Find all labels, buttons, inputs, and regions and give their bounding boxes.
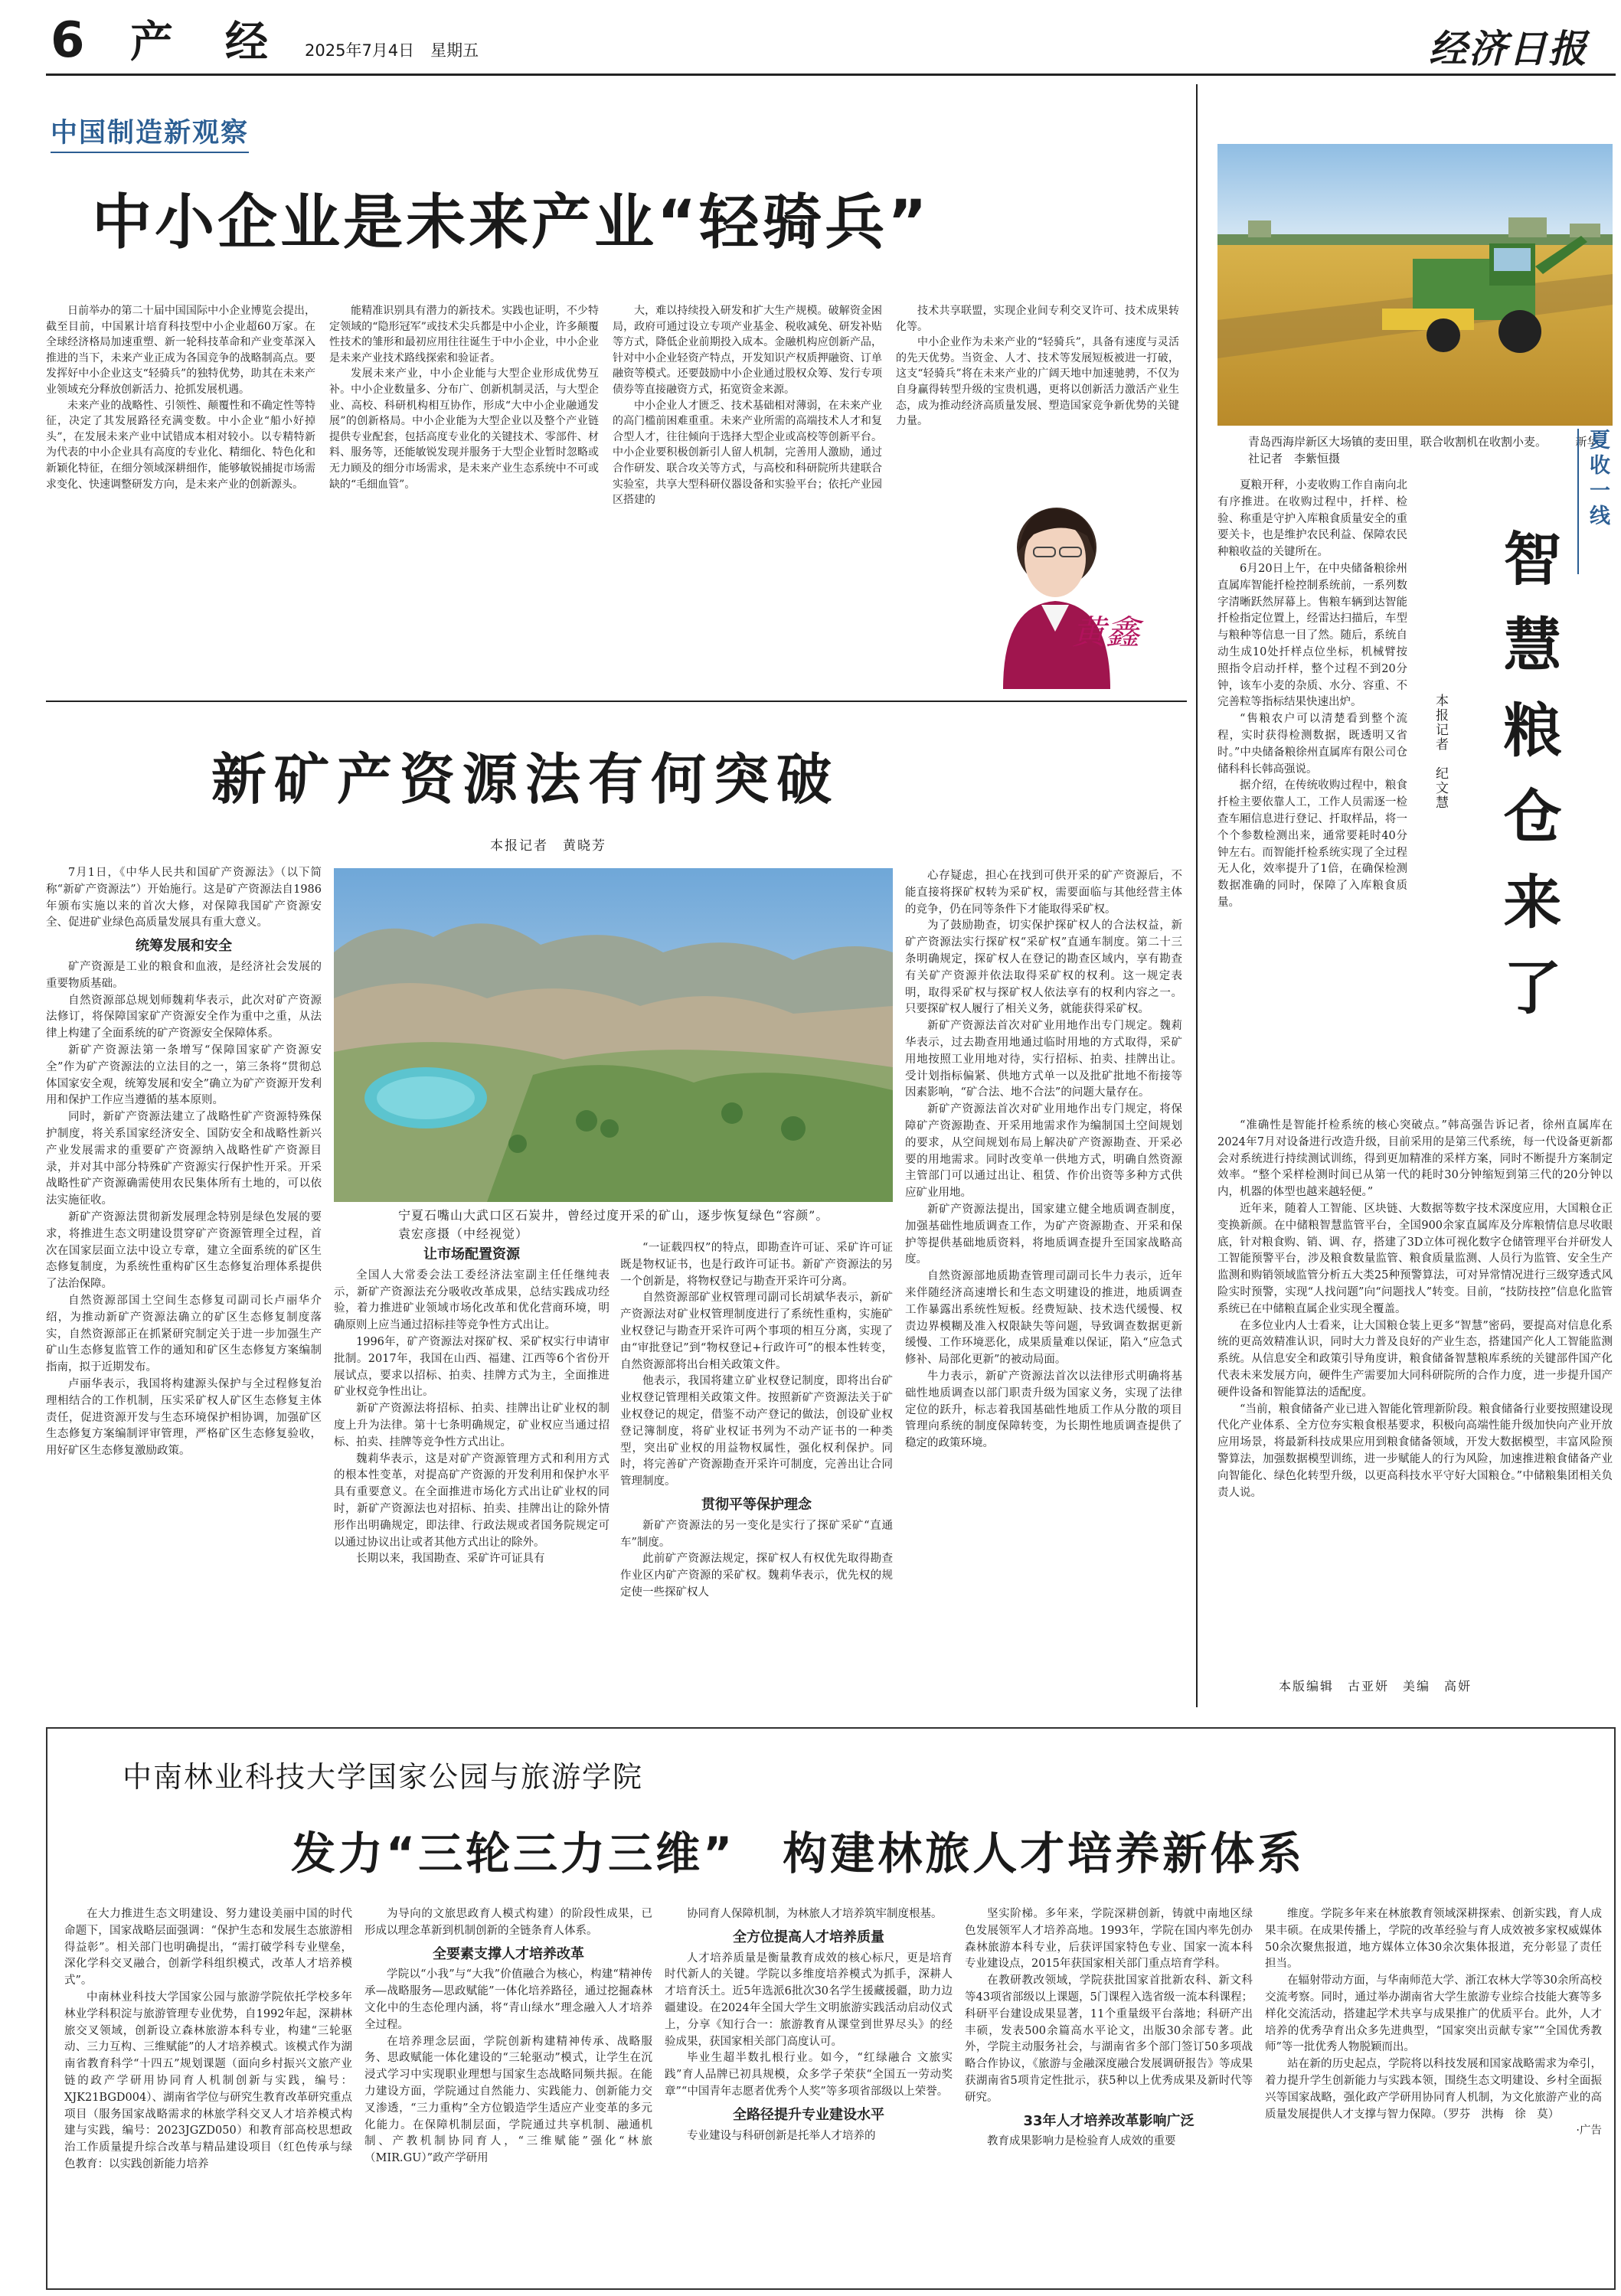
article-column-1: 日前举办的第二十届中国国际中小企业博览会提出，截至目前，中国累计培育科技型中小企业超60万家。在全球经济格局加速重塑、新一轮科技革命和产业变革深入推进的当下，未来产业正成为各国竞争的战略制高点。要发挥好中小企业这支“轻骑兵”的独特优势，助其在未来产业领域充分释放创新活力、抢抓发展机遇。 未来产业的战略性、引领性、颠覆性和不确定性等特征，决定了其发展路径充满变数。中小企业“船小好掉头”，在发展未来产业中试错成本相对较小。以专精特新为代表的中小企业具有高度的专业化、精细化、特色化和新颖化特征，在细分领域深耕细作，能够敏锐捕捉市场需求变化、快速调整研发方向，是未来产业的创新源头。 xyxy=(46,305,315,491)
forestry-column-1: 在大力推进生态文明建设、努力建设美丽中国的时代命题下，国家战略层面强调：“保护生态和发展生态旅游相得益彰”。相关部门也明确提出，“需打破学科专业壁垒，深化学科交叉融合，创新学科组织模式，改革人才培养模式”。 中南林业科技大学国家公园与旅游学院依托学校多年林业学科积淀与旅游管理专业优势，自1992年起，深耕林旅交叉领域，创新设立森林旅游本科专业，构建“三轮驱动、三力互构、三维赋能”的人才培养模式。该模式作为湖南省教育科学“十四五”规划课题（面向乡村振兴文旅产业链的政产学研用协同育人机制创新与实践，编号：XJK21BGD004）、湖南省学位与研究生教育改革研究重点项目（服务国家战略需求的林旅学科交叉人才培养模式构建与实践，编号：2023JGZD050）和教育部高校思想政治工作质量提升综合改革与精品建设项目（红色传承与绿色教育：以实践创新能力培养 xyxy=(64,1908,352,2170)
harvest-byline: 本报记者 纪文慧 xyxy=(1433,694,1448,810)
harvest-headline: 智慧粮仓来了 xyxy=(1494,528,1562,1043)
newspaper-logo: 经济日报 xyxy=(1429,26,1588,71)
column-tag: 中国制造新观察 xyxy=(51,112,249,153)
article-headline: 中小企业是未来产业“轻骑兵” xyxy=(92,188,930,257)
mineral-headline: 新矿产资源法有何突破 xyxy=(211,746,840,812)
mineral-column-4: 心存疑虑，担心在找到可供开采的矿产资源后，不能直接将探矿权转为采矿权，需要面临与其他经营主体的竞争，仍在同等条件下才能取得采矿权。 为了鼓励勘查，切实保护探矿权人的合法权益，新矿产资源法实行探矿权“采矿权”直通车制度。第二十三条明确规定，探矿权人在登记的勘查区域内，享有勘查有关矿产资源并依法取得采矿权的权利。这一规定表明，取得采矿权与探矿权人依法享有的权利内容之一。只要探矿权人履行了相关义务，就能获得采矿权。 新矿产资源法首次对矿业用地作出专门规定。魏莉华表示，过去勘查用地通过临时用地的方式取得，采矿用地按照工业用地对待，实行招标、拍卖、挂牌出让。受计划指标偏紧、供地方式单一以及批矿批地不衔接等因素影响，“矿合法、地不合法”的问题大量存在。 新矿产资源法首次对矿业用地作出专门规定，将保障矿产资源勘查、开采用地需求作为编制国土空间规划的要求，从空间规划布局上解决矿产资源勘查、开采必要的用地需求。同时改变单一供地方式，明确自然资源主管部门可以通过出让、租赁、作价出资等多种方式供应矿业用地。 新矿产资源法提出，国家建立健全地质调查制度，加强基础性地质调查工作，为矿产资源勘查、开采和保护等提供基础地质资料，将地质调查提升至国家战略高度。 自然资源部地质勘查管理司副司长牛力表示，近年来伴随经济高速增长和生态文明建设的推进，地质调查工作暴露出系统性短板。经费短缺、技术迭代缓慢、权责边界模糊及准入权限缺失等问题，导致调查数据更新缓慢、工作环境恶化，成果质量难以保证，陷入“应急式修补、局部化更新”的被动局面。 牛力表示，新矿产资源法首次以法律形式明确将基础性地质调查以部门职责升级为国家义务，实现了法律定位的跃升，标志着我国基础性地质工作从分散的项目管理向系统的制度保障转变，为长期性地质调查提供了稳定的政策环境。 xyxy=(905,870,1182,1450)
author-signature: 黄鑫 xyxy=(1072,613,1139,652)
harvest-text-wide: “准确性是智能扦检系统的核心突破点。”韩高强告诉记者，徐州直属库在2024年7月对设备进行改造升级，目前采用的是第三代系统，每一代设备更新都会对系统进行持续测试训练，得到更加精准的采样方案，同时不断提升方案制定效率。“整个采样检测时间已从第一代的耗时30分钟缩短到第三代的20分钟以内，机器的体型也越来越轻便。” 近年来，随着人工智能、区块链、大数据等数字技术深度应用，大国粮仓正变换新颜。在中储粮智慧监管平台，全国900余家直属库及分库粮情信息尽收眼底，针对粮食购、销、调、存，搭建了3D立体可视化数字仓储管理平台并研发人工智能预警平台，涉及粮食数量监管、粮食质量监测、人员行为监管、安全生产监测和购销领域监管分析五大类25种预警算法，可对异常情况进行三级穿透式风险实时预警，实现“人找问题”向“问题找人”转变。目前，“技防技控”信息化监管系统已在中储粮直属企业实现全覆盖。 在多位业内人士看来，让大国粮仓装上更多“智慧”密码，要提高对信息化系统的更高效精准认识，同时大力普及良好的产业生态，搭建国产化人工智能监测系统。从信息安全和政策引导角度讲，粮食储备智慧粮库系统的关键部件国产化代表未来发展方向，硬件生产需要加大同科研院所的合作力度，进一步提升国产硬件设备和智能算法的适配度。 “当前，粮食储备产业已进入智能化管理新阶段。粮食储备行业要按照建设现代化产业体系、全方位夯实粮食根基要求，积极向高端性能升级加快向产业开放应用场景，将最新科技成果应用到粮食储备领域，开发大数据模型，丰富风险预警算法，加强数据模型训练，进一步赋能人的行为风险，加速推进粮食储备产业向智能化、绿色化转型升级，以更高科技水平守好大国粮仓。”中储粮集团相关负责人说。 xyxy=(1217,1119,1613,1499)
section-name: 产 经 xyxy=(130,17,273,67)
article-column-4: 技术共享联盟，实现企业间专利交叉许可、技术成果转化等。 中小企业作为未来产业的“轻骑兵”，具备有速度与灵活的先天优势。当资金、人才、技术等发展短板被进一打破，这支“轻骑兵”将在未来产业的广阔天地中加速驰骋，不仅为自身赢得转型升级的宝贵机遇，更将以创新活力激活产业生态，成为推动经济高质量发展、塑造国家竞争新优势的关键力量。 xyxy=(896,305,1179,428)
issue-date: 2025年7月4日 星期五 xyxy=(305,41,479,60)
mineral-top-rule xyxy=(46,701,1187,702)
mineral-column-1: 7月1日，《中华人民共和国矿产资源法》（以下简称“新矿产资源法”）开始施行。这是矿产资源法自1986年颁布实施以来的首次大修，对保障我国矿产资源安全、促进矿业绿色高质量发展具有重大意义。 统筹发展和安全 矿产资源是工业的粮食和血液，是经济社会发展的重要物质基础。 自然资源部总规划师魏莉华表示，此次对矿产资源法修订，将保障国家矿产资源安全作为重中之重，从法律上构建了全面系统的矿产资源安全保障体系。 新矿产资源法第一条增写“保障国家矿产资源安全”作为矿产资源法的立法目的之一，第三条将“贯彻总体国家安全观，统筹发展和安全”确立为矿产资源开发利用和保护工作应当遵循的基本原则。 同时，新矿产资源法建立了战略性矿产资源特殊保护制度，将关系国家经济安全、国防安全和战略性新兴产业发展需求的重要矿产资源纳入战略性矿产资源目录，并对其中部分特殊矿产资源实行保护性开采。开采战略性矿产资源确需使用农民集体所有土地的，可以依法实施征收。 新矿产资源法贯彻新发展理念特别是绿色发展的要求，将推进生态文明建设贯穿矿产资源管理全过程，首次在国家层面立法中设立专章，建立全面系统的矿区生态修复制度，为系统性重构矿区生态修复治理体系提供了法治保障。 自然资源部国土空间生态修复司副司长卢丽华介绍，为推动新矿产资源法确立的矿区生态修复制度落实，自然资源部正在抓紧研究制定关于进一步加强生产矿山生态修复监管工作的通知和矿区生态修复方案编制指南，拟于近期发布。 卢丽华表示，我国将构建源头保护与全过程修复治理相结合的工作机制，压实采矿权人矿区生态修复主体责任，促进资源开发与生态环境保护相协调，加强矿区生态修复方案编制评审管理，严格矿区生态修复验收，用好矿区生态修复激励政策。 xyxy=(46,867,322,1458)
page-number: 6 xyxy=(51,12,85,69)
author-portrait xyxy=(972,475,1179,689)
page-editors: 本版编辑 古亚妍 美编 高妍 xyxy=(1279,1679,1472,1693)
forestry-kicker: 中南林业科技大学国家公园与旅游学院 xyxy=(123,1760,644,1794)
mineral-column-3: “一证载四权”的特点，即勘查许可证、采矿许可证既是物权证书，也是行政许可证书。新矿产资源法的另一个创新是，将物权登记与勘查开采许可分离。 自然资源部矿业权管理司副司长胡斌华表示，新矿产资源法对矿业权管理制度进行了系统性重构，实施矿业权登记与勘查开采许可两个事项的相互分离，实现了由“审批登记”到“物权登记+行政许可”的根本性转变，自然资源部将出台相关政策文件。 他表示，我国将建立矿业权登记制度，即将出台矿业权登记管理相关政策文件。按照新矿产资源法关于矿业权登记的规定，借鉴不动产登记的做法，创设矿业权登记簿制度，将矿业权证书列为不动产证书的一种类型，突出矿业权的用益物权属性，强化权利保护。同时，将完善矿产资源勘查开采许可制度，完善出让合同管理制度。 贯彻平等保护理念 新矿产资源法的另一变化是实行了探矿采矿“直通车”制度。 此前矿产资源法规定，探矿权人有权优先取得勘查作业区内矿产资源的采矿权。魏莉华表示，优先权的规定使一些探矿权人 xyxy=(620,1242,893,1599)
article-column-2: 能精准识别具有潜力的新技术。实践也证明，不少特定领域的“隐形冠军”或技术尖兵都是中小企业，许多颠覆性技术的雏形和最初应用往往诞生于中小企业，中小企业是未来产业技术路线探索和验证者。 发展未来产业，中小企业能与大型企业形成优势互补。中小企业数量多、分布广、创新机制灵活，与大型企业、高校、科研机构相互协作，形成“大中小企业融通发展”的创新格局。中小企业能为大型企业以及整个产业链提供专业配套，包括高度专业化的关键技术、零部件、材料、服务等，还能敏锐发现并服务于大型企业暂时忽略或无力顾及的细分市场需求，是未来产业生态系统中不可或缺的“毛细血管”。 xyxy=(329,305,599,491)
mineral-column-2: 让市场配置资源 全国人大常委会法工委经济法室副主任任继纯表示，新矿产资源法充分吸收改革成果，总结实践成功经验，着力推进矿业领域市场化改革和优化营商环境，明确原则上应当通过招标挂等竞争性方式出让。 1996年，矿产资源法对探矿权、采矿权实行申请审批制。2017年，我国在山西、福建、江西等6个省份开展试点，要求以招标、拍卖、挂牌方式为主，全面推进矿业权竞争性出让。 新矿产资源法将招标、拍卖、挂牌出让矿业权的制度上升为法律。第十七条明确规定，矿业权应当通过招标、拍卖、挂牌等竞争性方式出让。 魏莉华表示，这是对矿产资源管理方式和利用方式的根本性变革，对提高矿产资源的开发利用和保护水平具有重要意义。在全面推进市场化方式出让矿业权的同时，新矿产资源法也对招标、拍卖、挂牌出让的除外情形作出明确规定，即法律、行政法规或者国务院规定可以通过协议出让或者其他方式出让的除外。 长期以来，我国勘查、采矿许可证具有 xyxy=(334,1246,610,1566)
mine-photo xyxy=(334,868,893,1202)
article-column-3: 大，难以持续投入研发和扩大生产规模。破解资金困局，政府可通过设立专项产业基金、税收减免、研发补贴等方式，降低企业前期投入成本。金融机构应创新产品，针对中小企业轻资产特点，开发知识产权质押融资、订单融资等模式。还要鼓励中小企业通过股权众筹、发行专项债券等直接融资方式，拓宽资金来源。 中小企业人才匮乏、技术基础相对薄弱，在未来产业的高门槛前困难重重。未来产业所需的高端技术人才和复合型人才，往往倾向于选择大型企业或高校等创新平台。中小企业要积极创新引人留人机制，完善用人激励，通过合作研发、联合攻关等方式，与高校和科研院所共建联合实验室，共享大型科研仪器设备和实验平台；依托产业园区搭建的 xyxy=(613,305,882,507)
harvest-photo xyxy=(1217,144,1613,426)
mine-photo-caption: 宁夏石嘴山大武口区石炭井，曾经过度开采的矿山，逐步恢复绿色“容颜”。 袁宏彦摄（中经视觉） xyxy=(398,1208,849,1241)
header-rule xyxy=(46,73,1616,76)
harvest-text-narrow: 夏粮开秤，小麦收购工作自南向北有序推进。在收购过程中，扦样、检验、称重是守护入库粮食质量安全的重要关卡，也是维护农民利益、保障农民种粮收益的关键所在。 6月20日上午，在中央储备粮徐州直属库智能扦检控制系统前，一系列数字清晰跃然屏幕上。售粮车辆到达智能扦检指定位置上，经雷达扫描后，车型与粮种等信息一目了然。随后，系统自动生成10处扦样点位坐标，机械臂按照指令启动扦样，整个过程不到20分钟，该车小麦的杂质、水分、容重、不完善粒等指标结果快速出炉。 “售粮农户可以清楚看到整个流程，实时获得检测数据，既透明又省时。”中央储备粮徐州直属库有限公司仓储科科长韩高强说。 据介绍，在传统收购过程中，粮食扦检主要依靠人工，工作人员需逐一检查车厢信息进行登记、扦取样品，将一个个参数检测出来，通常要耗时40分钟左右。而智能扦检系统实现了全过程无人化，效率提升了1倍，在确保检测数据准确的同时，保障了入库粮食质量。 xyxy=(1217,479,1407,909)
harvest-photo-caption: 青岛西海岸新区大场镇的麦田里，联合收割机在收割小麦。 新华社记者 李紫恒摄 xyxy=(1248,435,1599,465)
mineral-byline: 本报记者 黄晓芳 xyxy=(490,838,606,854)
column-label: 夏收一线 xyxy=(1577,429,1613,574)
forestry-headline: 发力“三轮三力三维” 构建林旅人才培养新体系 xyxy=(291,1827,1306,1880)
forestry-column-5: 维度。学院多年来在林旅教育领域深耕探索、创新实践，育人成果丰硕。在成果传播上，学院的改革经验与育人成效被多家权威媒体50余次聚焦报道，地方媒体立体30余次集体报道，充分彰显了责任担当。 在辐射带动方面，与华南师范大学、浙江农林大学等30余所高校交流考察。同时，通过举办湖南省大学生旅游专业综合技能大赛等多样化交流活动，搭建起学术共享与成果推广的优质平台。此外，人才培养的优秀孕育出众多先进典型，“国家突出贡献专家”“全国优秀教师”等一批优秀人物脱颖而出。 站在新的历史起点，学院将以科技发展和国家战略需求为牵引，着力提升学生创新能力与实践本领，围绕生态文明建设、乡村全面振兴等国家战略，强化政产学研用协同育人机制，为文化旅游产业的高质量发展提供人才支撑与智力保障。（罗芬 洪梅 徐 莫） ·广告 xyxy=(1265,1908,1602,2138)
right-column-divider xyxy=(1196,84,1198,1707)
forestry-column-3: 协同育人保障机制，为林旅人才培养筑牢制度根基。 全方位提高人才培养质量 人才培养质量是衡量教育成效的核心标尺，更是培育时代新人的关键。学院以多维度培养模式为抓手，深耕人才培育沃土。近5年选派6批次30名学生援藏援疆，助力边疆建设。在2024年全国大学生文明旅游实践活动启动仪式上，分享《知行合一：旅游教育从课堂到世界尽头》的经验成果，获国家相关部门高度认可。 毕业生超半数扎根行业。如今，“红绿融合 文旅实践”育人品牌已初具规模，众多学子荣获“全国五一劳动奖章”“中国青年志愿者优秀个人奖”等多项省部级以上荣誉。 全路径提升专业建设水平 专业建设与科研创新是托举人才培养的 xyxy=(665,1908,953,2142)
forestry-column-2: 为导向的文旅思政育人模式构建）的阶段性成果，已形成以理念革新到机制创新的全链条育人体系。 全要素支撑人才培养改革 学院以“小我”与“大我”价值融合为核心，构建“精神传承—战略服务—思政赋能”一体化培养路径，通过挖掘森林文化中的生态伦理内涵，将“青山绿水”理念融入人才培养全过程。 在培养理念层面，学院创新构建精神传承、战略服务、思政赋能一体化建设的“三轮驱动”模式，让学生在沉浸式学习中实现职业理想与国家生态战略同频共振。在能力建设方面，学院通过自然能力、实践能力、创新能力交叉渗透，“三力重构”全方位锻造学生适应产业变革的多元化能力。在保障机制层面，学院通过共享机制、融通机制、产教机制协同育人，“三维赋能”强化“林旅（MIR.GU）”政产学研用 xyxy=(364,1908,652,2165)
forestry-column-4: 坚实阶梯。多年来，学院深耕创新，铸就中南地区绿色发展领军人才培养高地。1993年，学院在国内率先创办森林旅游本科专业，后获评国家特色专业、国家一流本科专业建设点，2015年获国家相关部门重点培育学科。 在教研教改领域，学院获批国家首批新农科、新文科等43项省部级以上课题，5门课程入选省级一流本科课程；科研平台建设成果显著，11个重量级平台落地；科研产出丰硕，发表500余篇高水平论文，出版30余部专著。此外，学院主动服务社会，与湖南省多个部门签订50多项战略合作协议，《旅游与金融深度融合发展调研报告》等成果获湖南省5项肯定性批示，获5种以上优秀成果及新时代等研究。 33年人才培养改革影响广泛 教育成果影响力是检验育人成效的重要 xyxy=(965,1908,1253,2148)
